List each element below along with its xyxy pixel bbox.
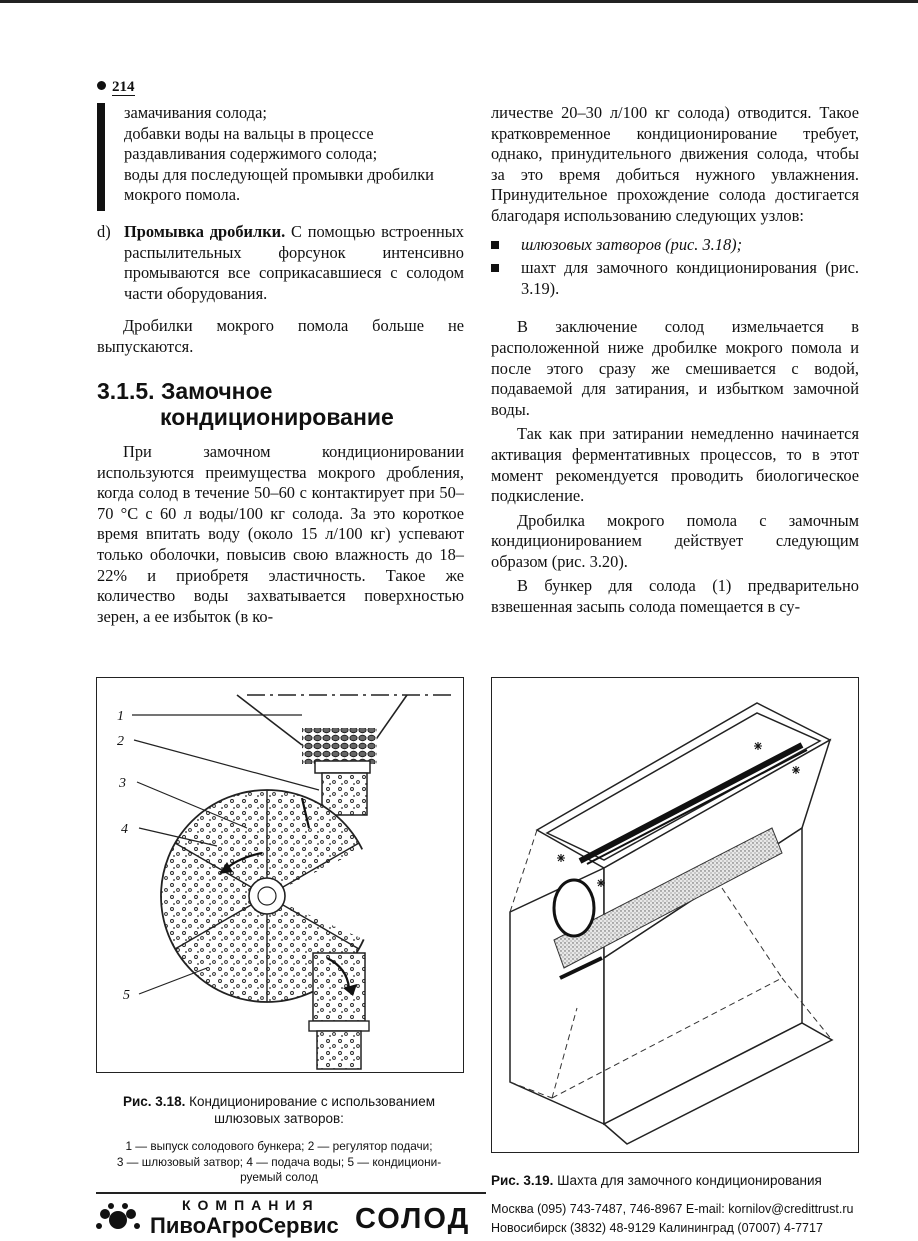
callout-label: 3	[119, 776, 126, 791]
para-left-main: При замочном кондиционировании используются преимущества мокрого дробления, когда солод в течение 50–60 с контактирует при 50–70 °С с 60 л воды/100 кг солода. За это короткое время впитать воду (около 15 л/100 кг) успевают только оболочки, повысив свою влажность до 18–22% и приобретя эластичность. Такое же количество воды захватывается поверхностью зерен, а ее избыток (в ко-	[97, 442, 464, 626]
conditioning-shaft-diagram	[492, 678, 858, 1152]
heading-number: 3.1.5.	[97, 378, 155, 404]
para-no-longer: Дробилки мокрого помола больше не выпускаются.	[97, 316, 464, 356]
item-d	[97, 222, 464, 304]
contact-line-1: Москва (095) 743-7487, 746-8967 E-mail: kornilov@credittrust.ru	[491, 1202, 854, 1216]
figure-3-19-caption: Рис. 3.19. Шахта для замочного кондиционирования	[491, 1173, 822, 1188]
heading-line1: Замочное	[160, 378, 273, 404]
figure-3-18-caption: Рис. 3.18. Кондиционирование с использованием шлюзовых затворов:	[122, 1094, 435, 1126]
page-number: 214	[97, 79, 135, 96]
company-logo	[93, 1200, 143, 1236]
callout-label: 5	[123, 988, 130, 1003]
figure-3-19	[491, 677, 859, 1153]
para-right-1: личестве 20–30 л/100 кг солода) отводится. Такое кратковременное кондиционирование требует, однако, принудительного движения солода, чтобы за это время добиться нужного увлажнения. Принудительное прохождение солода достигается благодаря использованию следующих узлов:	[491, 103, 859, 225]
callout-label: 1	[117, 709, 124, 724]
para-right-3: Так как при затирании немедленно начинается активация ферментативных процессов, то в этот момент рекомендуется проводить биологическое подкисление.	[491, 424, 859, 506]
callout-label: 2	[117, 734, 124, 749]
item-d-bold: Промывка дробилки.	[124, 222, 286, 241]
top-rule	[0, 0, 918, 3]
contact-line-2: Новосибирск (3832) 48-9129 Калининград (07007) 4-7717	[491, 1221, 823, 1235]
heading-line2: кондиционирование	[160, 404, 394, 430]
para-right-4: Дробилка мокрого помола с замочным кондиционированием действует следующим образом (рис. 3.20).	[491, 510, 859, 571]
rotary-valve-diagram	[97, 678, 463, 1072]
para-right-5: В бункер для солода (1) предварительно взвешенная засыпь солода помещается в су-	[491, 576, 859, 617]
right-column	[491, 103, 859, 618]
company-name: ПивоАгроСервис	[150, 1213, 339, 1238]
para-right-2: В заключение солод измельчается в расположенной ниже дробилке мокрого помола и после этого сразу же смешивается с водой, подаваемой для затирания, и избытком замочной воды.	[491, 317, 859, 419]
callout-label: 4	[121, 822, 128, 837]
hop-logo-icon	[93, 1200, 143, 1236]
footer-rule	[96, 1192, 486, 1194]
list-item: воды для последующей промывки дробилки мокрого помола.	[124, 164, 434, 205]
list-item: замачивания солода;	[124, 103, 267, 122]
company-label: КОМПАНИЯ	[182, 1197, 320, 1213]
solod-title: СОЛОД	[355, 1203, 471, 1235]
bullet-item: шахт для замочного кондиционирования (рис. 3.19).	[491, 258, 859, 299]
list-item: добавки воды на вальцы в процессе раздавливания содержимого солода;	[124, 123, 378, 164]
square-bullet-icon	[491, 241, 499, 249]
section-heading	[97, 378, 464, 430]
figure-3-18-legend: 1 — выпуск солодового бункера; 2 — регулятор подачи; 3 — шлюзовый затвор; 4 — подача воды; 5 — кондициони- руемый солод	[116, 1139, 442, 1184]
square-bullet-icon	[491, 264, 499, 272]
margin-bar	[97, 103, 105, 211]
figure-3-18	[96, 677, 464, 1073]
left-column	[124, 103, 464, 206]
bullet-item: шлюзовых затворов (рис. 3.18);	[491, 235, 859, 256]
item-d-marker: d)	[97, 222, 111, 241]
item-d-text: С помощью встроенных распылительных форсунок интенсивно промываются все соприкасавшиеся с солодом части оборудования.	[124, 222, 464, 303]
bullet-dot-icon	[97, 81, 106, 90]
